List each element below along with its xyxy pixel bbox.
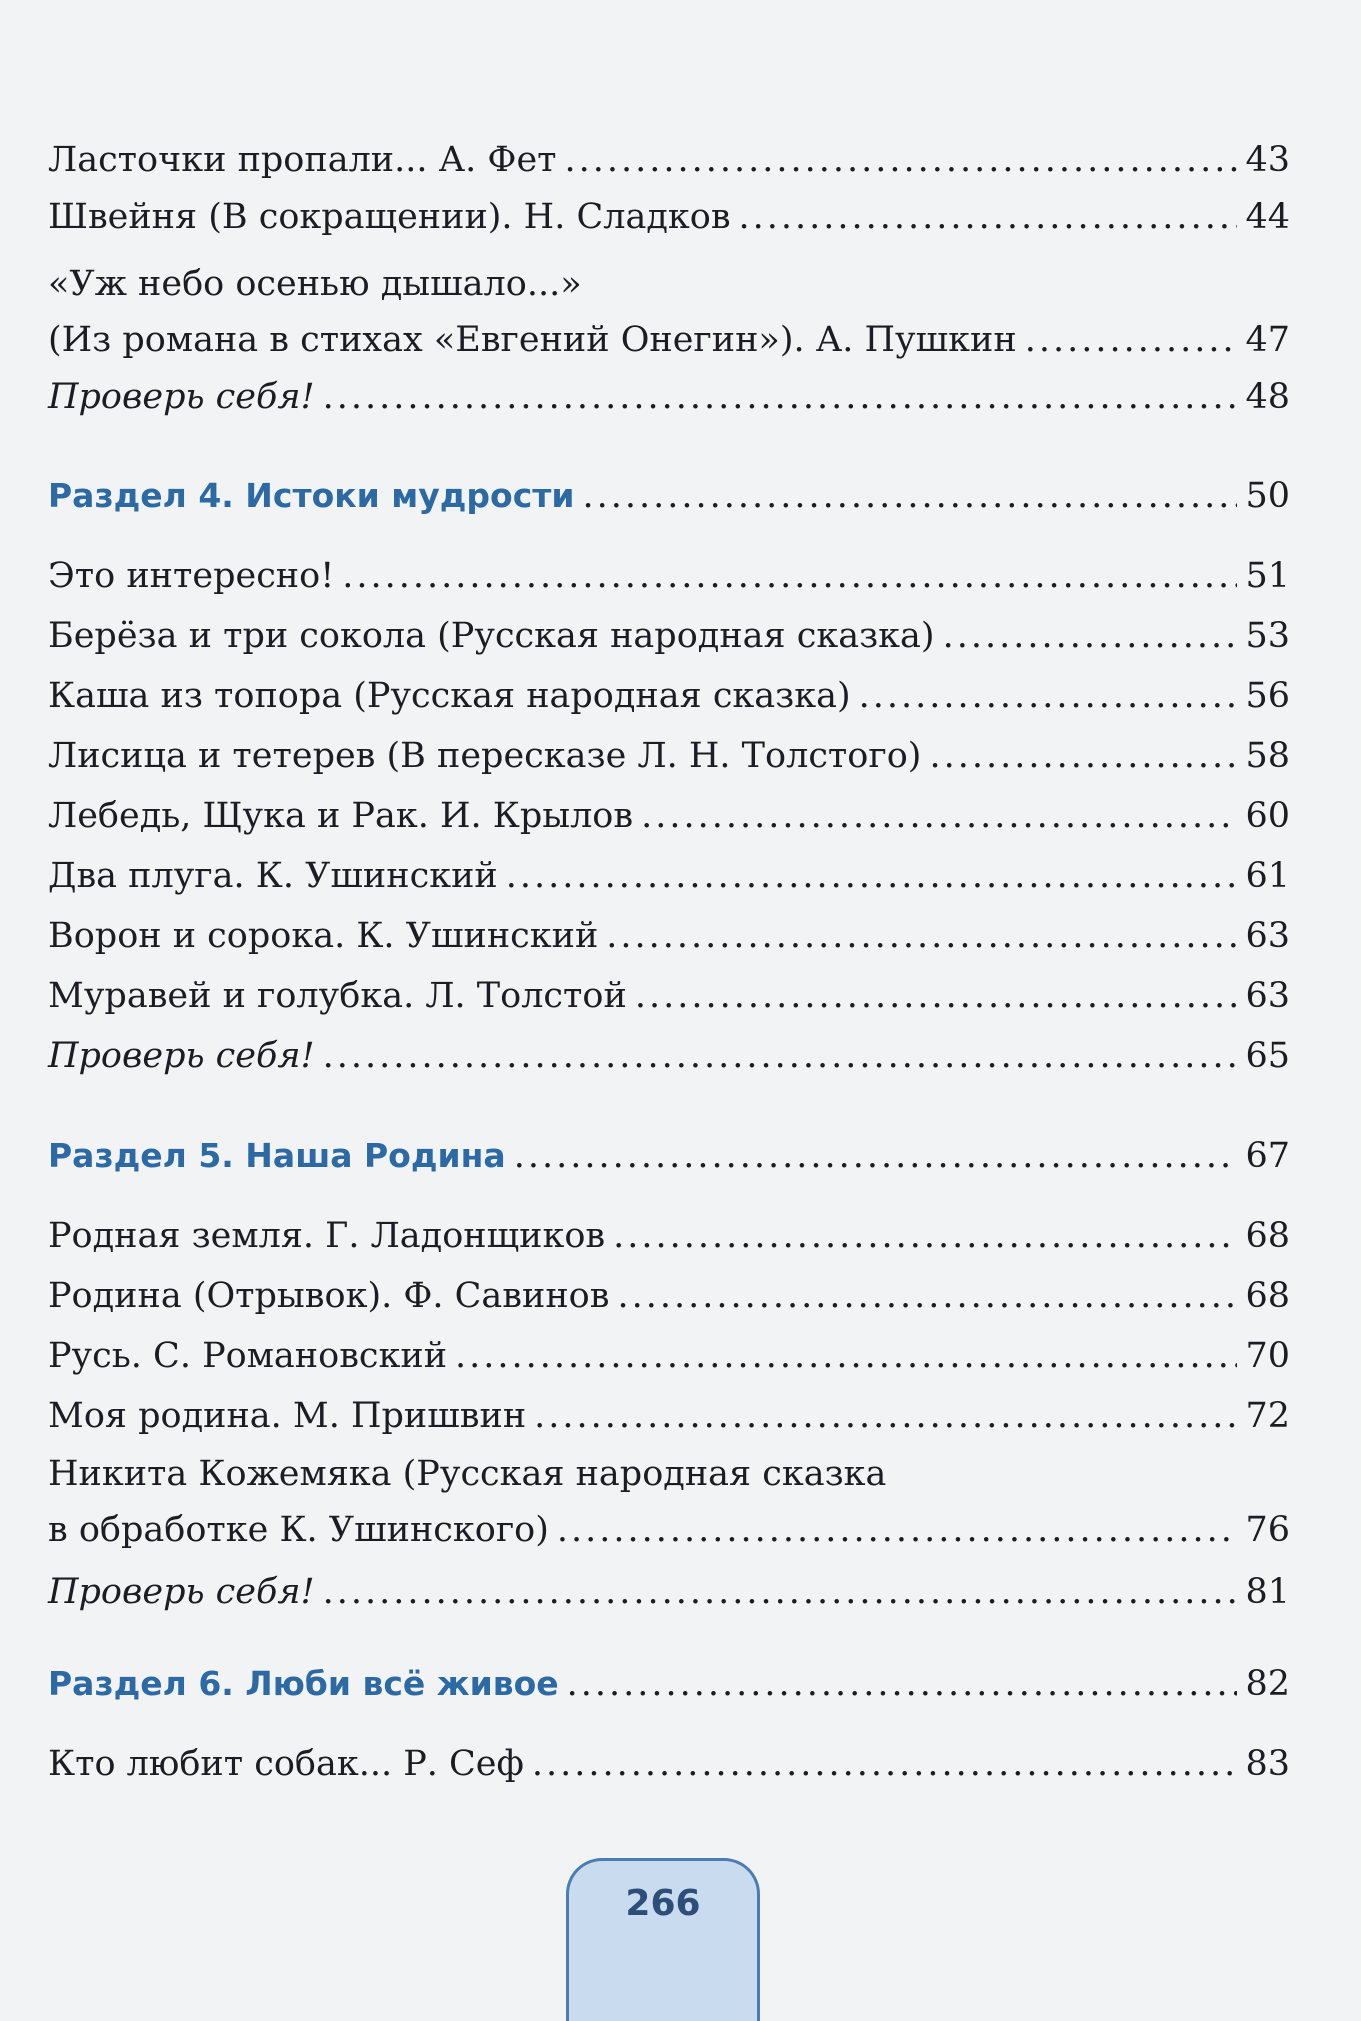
dot-leader: [1025, 318, 1238, 362]
toc-entry: [48, 1334, 1290, 1378]
entry-title: Ворон и сорока. К. Ушинский: [48, 916, 599, 956]
toc-entry: [48, 1214, 1290, 1258]
entry-title: в обработке К. Ушинского): [48, 1510, 549, 1550]
section-heading: [48, 1662, 1290, 1706]
entry-page: 76: [1245, 1510, 1290, 1550]
dot-leader: [613, 1214, 1237, 1258]
entry-page: 53: [1245, 616, 1290, 656]
entry-title: Лисица и тетерев (В пересказе Л. Н. Толстого): [48, 736, 922, 776]
dot-leader: [323, 1034, 1238, 1078]
entry-page: 72: [1245, 1396, 1290, 1436]
dot-leader: [606, 914, 1237, 958]
entry-title: Это интересно!: [48, 556, 335, 596]
entry-page: 81: [1245, 1572, 1290, 1612]
dot-leader: [635, 974, 1238, 1018]
entry-page: 70: [1245, 1336, 1290, 1376]
toc-entry: [48, 1452, 1290, 1496]
dot-leader: [557, 1508, 1238, 1552]
page-number: 266: [625, 1883, 701, 1924]
entry-page: 63: [1245, 916, 1290, 956]
section-title: Раздел 4. Истоки мудрости: [48, 476, 575, 515]
dot-leader: [565, 138, 1238, 182]
section-title: Раздел 5. Наша Родина: [48, 1136, 506, 1175]
toc-entry: [48, 1394, 1290, 1438]
entry-title: (Из романа в стихах «Евгений Онегин»). А. Пушкин: [48, 320, 1017, 360]
entry-title: Берёза и три сокола (Русская народная сказка): [48, 616, 935, 656]
toc-entry: [48, 262, 1290, 306]
toc-entry: [48, 794, 1290, 838]
toc-entry: [48, 854, 1290, 898]
entry-title: Два плуга. К. Ушинский: [48, 856, 498, 896]
dot-leader: [617, 1274, 1237, 1318]
entry-page: 63: [1245, 976, 1290, 1016]
toc-entry: [48, 554, 1290, 598]
entry-page: 67: [1245, 1136, 1290, 1176]
entry-page: 83: [1245, 1744, 1290, 1784]
toc-entry: [48, 138, 1290, 182]
entry-page: 48: [1245, 377, 1290, 417]
entry-title: Каша из топора (Русская народная сказка): [48, 676, 851, 716]
entry-page: 58: [1245, 736, 1290, 776]
entry-page: 47: [1245, 320, 1290, 360]
toc-entry: [48, 1570, 1290, 1614]
entry-title: Швейня (В сокращении). Н. Сладков: [48, 197, 731, 237]
section-heading: [48, 474, 1290, 518]
toc-entry: [48, 974, 1290, 1018]
dot-leader: [323, 1570, 1238, 1614]
entry-page: 56: [1245, 676, 1290, 716]
section-title: Раздел 6. Люби всё живое: [48, 1664, 559, 1703]
entry-page: 65: [1245, 1036, 1290, 1076]
entry-title: «Уж небо осенью дышало...»: [48, 264, 582, 304]
entry-title: Моя родина. М. Пришвин: [48, 1396, 527, 1436]
dot-leader: [641, 794, 1237, 838]
entry-page: 50: [1245, 476, 1290, 516]
entry-title: Лебедь, Щука и Рак. И. Крылов: [48, 796, 634, 836]
entry-page: 44: [1245, 197, 1290, 237]
page-number-tab: [566, 1858, 760, 2021]
toc-entry: [48, 914, 1290, 958]
dot-leader: [943, 614, 1238, 658]
dot-leader: [739, 195, 1238, 239]
entry-title: Проверь себя!: [48, 1036, 315, 1076]
entry-page: 60: [1245, 796, 1290, 836]
dot-leader: [583, 474, 1238, 518]
dot-leader: [567, 1662, 1238, 1706]
dot-leader: [342, 554, 1237, 598]
entry-title: Русь. С. Романовский: [48, 1336, 448, 1376]
dot-leader: [534, 1394, 1237, 1438]
toc-entry: [48, 1274, 1290, 1318]
dot-leader: [455, 1334, 1237, 1378]
toc-entry: [48, 375, 1290, 419]
toc-entry: [48, 1508, 1290, 1552]
toc-entry: [48, 1742, 1290, 1786]
dot-leader: [506, 854, 1238, 898]
toc-entry: [48, 318, 1290, 362]
toc-entry: [48, 1034, 1290, 1078]
entry-page: 68: [1245, 1216, 1290, 1256]
entry-title: Родина (Отрывок). Ф. Савинов: [48, 1276, 610, 1316]
entry-page: 82: [1245, 1664, 1290, 1704]
entry-title: Муравей и голубка. Л. Толстой: [48, 976, 627, 1016]
entry-page: 51: [1245, 556, 1290, 596]
entry-page: 68: [1245, 1276, 1290, 1316]
toc-entry: [48, 195, 1290, 239]
entry-page: 43: [1245, 140, 1290, 180]
dot-leader: [532, 1742, 1238, 1786]
toc-entry: [48, 614, 1290, 658]
entry-title: Никита Кожемяка (Русская народная сказка: [48, 1454, 887, 1494]
dot-leader: [323, 375, 1238, 419]
toc-entry: [48, 734, 1290, 778]
dot-leader: [929, 734, 1237, 778]
entry-title: Родная земля. Г. Ладонщиков: [48, 1216, 606, 1256]
section-heading: [48, 1134, 1290, 1178]
entry-page: 61: [1245, 856, 1290, 896]
entry-title: Кто любит собак... Р. Сеф: [48, 1744, 524, 1784]
entry-title: Проверь себя!: [48, 377, 315, 417]
dot-leader: [859, 674, 1238, 718]
dot-leader: [514, 1134, 1238, 1178]
toc-entry: [48, 674, 1290, 718]
entry-title: Проверь себя!: [48, 1572, 315, 1612]
entry-title: Ласточки пропали... А. Фет: [48, 140, 557, 180]
